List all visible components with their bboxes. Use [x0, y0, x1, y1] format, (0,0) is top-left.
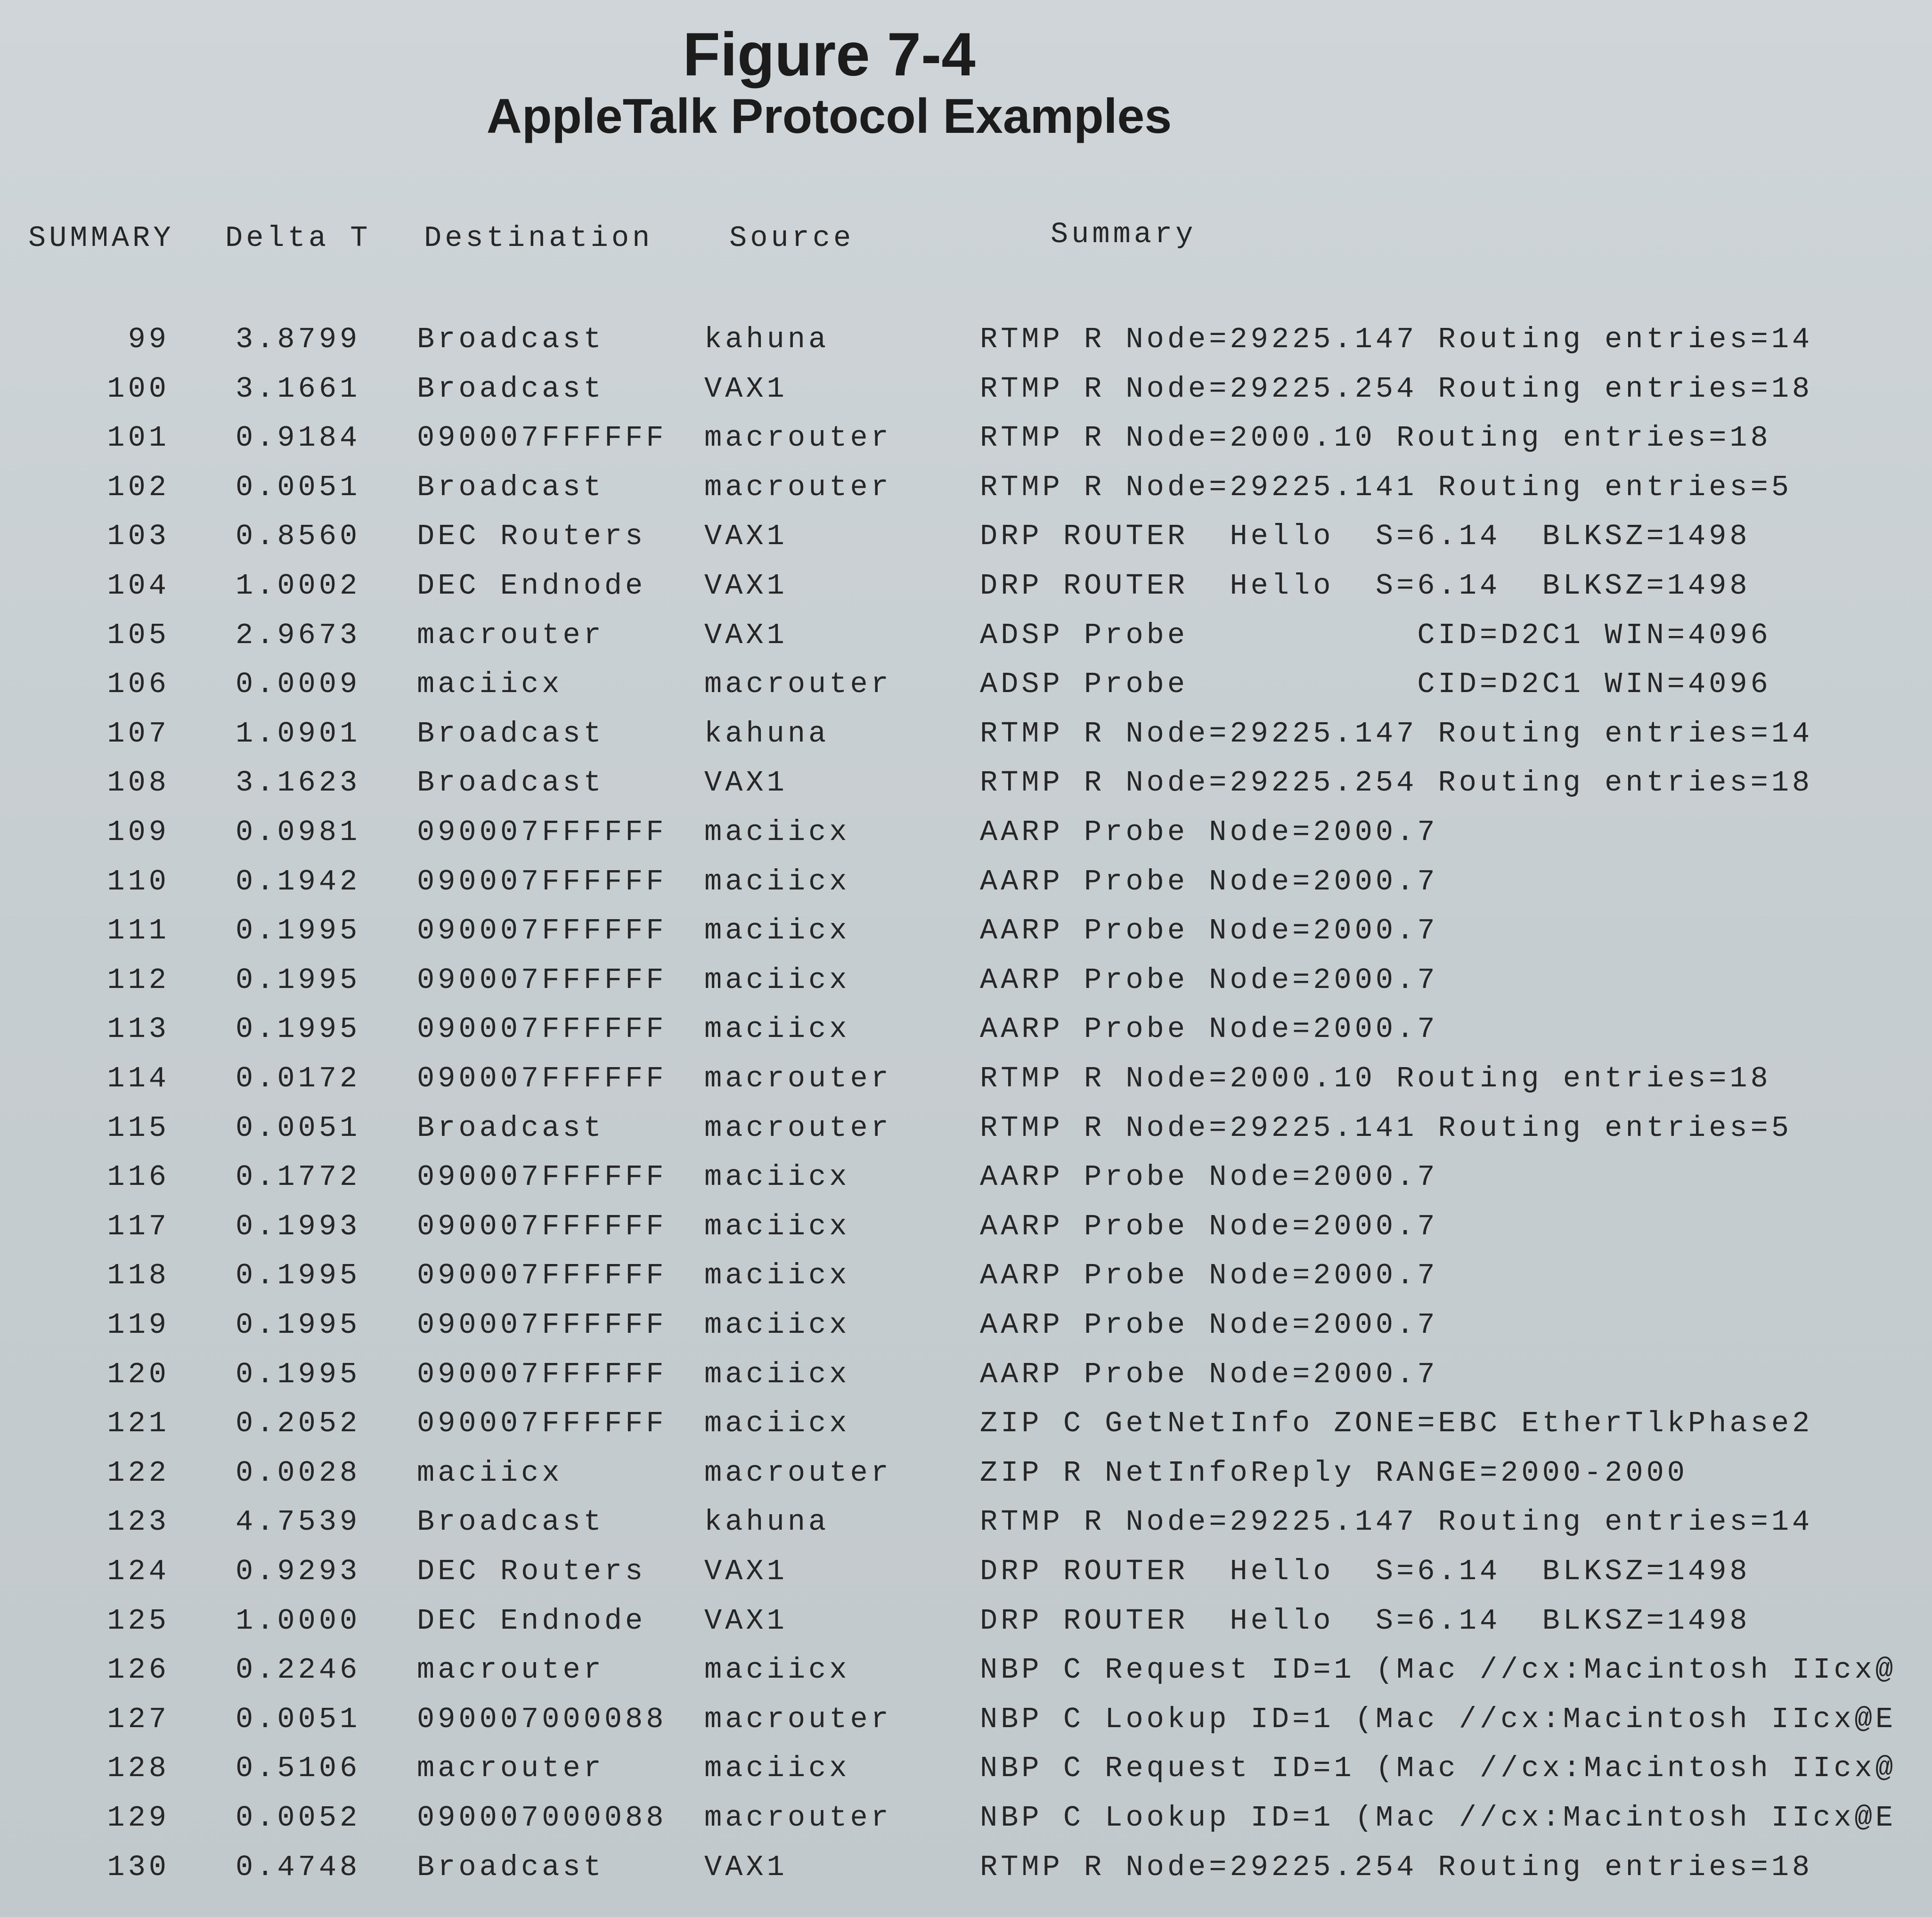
frame-number-cell: 122	[107, 1456, 170, 1490]
table-row	[0, 569, 1932, 618]
delta-time-cell: 0.1995	[236, 1012, 361, 1046]
frame-number-cell: 108	[107, 766, 170, 800]
frame-number-cell: 114	[107, 1062, 170, 1095]
table-row	[0, 668, 1932, 717]
destination-cell: macrouter	[417, 1752, 604, 1786]
frame-number-cell: 117	[107, 1209, 170, 1243]
header-destination: Destination	[424, 221, 653, 255]
frame-number-cell: 116	[107, 1160, 170, 1194]
source-cell: maciicx	[704, 1259, 850, 1293]
summary-cell: RTMP R Node=2000.10 Routing entries=18	[980, 421, 1771, 455]
table-row	[0, 1851, 1932, 1900]
destination-cell: macrouter	[417, 1653, 604, 1687]
destination-cell: Broadcast	[417, 372, 604, 406]
table-row	[0, 372, 1932, 421]
delta-time-cell: 0.1993	[236, 1209, 361, 1243]
summary-cell: RTMP R Node=29225.254 Routing entries=18	[980, 1850, 1813, 1884]
header-source: Source	[729, 221, 855, 255]
summary-cell: AARP Probe Node=2000.7	[980, 816, 1438, 849]
delta-time-cell: 1.0000	[236, 1604, 361, 1638]
destination-cell: 090007FFFFFF	[417, 865, 667, 898]
summary-cell: AARP Probe Node=2000.7	[980, 1259, 1438, 1293]
summary-cell: RTMP R Node=2000.10 Routing entries=18	[980, 1062, 1771, 1095]
table-row	[0, 471, 1932, 520]
destination-cell: 090007FFFFFF	[417, 1259, 667, 1293]
delta-time-cell: 0.0051	[236, 470, 361, 504]
frame-number-cell: 106	[107, 668, 170, 702]
table-row	[0, 1160, 1932, 1209]
frame-number-cell: 115	[107, 1111, 170, 1145]
summary-cell: DRP ROUTER Hello S=6.14 BLKSZ=1498	[980, 1555, 1751, 1588]
source-cell: VAX1	[704, 766, 788, 800]
source-cell: maciicx	[704, 1209, 850, 1243]
destination-cell: DEC Routers	[417, 1555, 646, 1588]
table-row	[0, 1752, 1932, 1801]
frame-number-cell: 129	[107, 1801, 170, 1835]
destination-cell: Broadcast	[417, 1505, 604, 1539]
summary-cell: AARP Probe Node=2000.7	[980, 1209, 1438, 1243]
destination-cell: Broadcast	[417, 717, 604, 750]
frame-number-cell: 104	[107, 569, 170, 603]
delta-time-cell: 0.0028	[236, 1456, 361, 1490]
summary-cell: NBP C Request ID=1 (Mac //cx:Macintosh IIcx@	[980, 1653, 1897, 1687]
summary-cell: RTMP R Node=29225.141 Routing entries=5	[980, 1111, 1793, 1145]
header-summary: Summary	[1051, 218, 1197, 251]
destination-cell: 090007000088	[417, 1702, 667, 1736]
table-row	[0, 1456, 1932, 1505]
table-row	[0, 421, 1932, 470]
frame-number-cell: 99	[128, 323, 170, 356]
destination-cell: 090007FFFFFF	[417, 1357, 667, 1391]
summary-cell: RTMP R Node=29225.141 Routing entries=5	[980, 470, 1793, 504]
figure-title: AppleTalk Protocol Examples	[486, 89, 1172, 144]
summary-cell: ZIP C GetNetInfo ZONE=EBC EtherTlkPhase2	[980, 1407, 1813, 1441]
frame-number-cell: 130	[107, 1850, 170, 1884]
destination-cell: macrouter	[417, 618, 604, 652]
source-cell: maciicx	[704, 1653, 850, 1687]
summary-cell: ZIP R NetInfoReply RANGE=2000-2000	[980, 1456, 1688, 1490]
source-cell: VAX1	[704, 1604, 788, 1638]
source-cell: VAX1	[704, 520, 788, 554]
table-row	[0, 1604, 1932, 1653]
source-cell: kahuna	[704, 323, 830, 356]
delta-time-cell: 2.9673	[236, 618, 361, 652]
source-cell: macrouter	[704, 1801, 892, 1835]
summary-cell: RTMP R Node=29225.254 Routing entries=18	[980, 766, 1813, 800]
summary-cell: AARP Probe Node=2000.7	[980, 1308, 1438, 1342]
delta-time-cell: 0.2052	[236, 1407, 361, 1441]
table-row	[0, 914, 1932, 963]
summary-cell: AARP Probe Node=2000.7	[980, 963, 1438, 997]
destination-cell: 090007FFFFFF	[417, 1209, 667, 1243]
frame-number-cell: 119	[107, 1308, 170, 1342]
source-cell: macrouter	[704, 421, 892, 455]
delta-time-cell: 0.1995	[236, 1357, 361, 1391]
summary-cell: AARP Probe Node=2000.7	[980, 914, 1438, 948]
destination-cell: Broadcast	[417, 1850, 604, 1884]
source-cell: maciicx	[704, 865, 850, 898]
delta-time-cell: 4.7539	[236, 1505, 361, 1539]
destination-cell: 090007FFFFFF	[417, 1407, 667, 1441]
frame-number-cell: 118	[107, 1259, 170, 1293]
frame-number-cell: 105	[107, 618, 170, 652]
delta-time-cell: 0.9293	[236, 1555, 361, 1588]
summary-cell: NBP C Request ID=1 (Mac //cx:Macintosh IIcx@	[980, 1752, 1897, 1786]
source-cell: VAX1	[704, 1555, 788, 1588]
destination-cell: 090007FFFFFF	[417, 963, 667, 997]
summary-cell: DRP ROUTER Hello S=6.14 BLKSZ=1498	[980, 520, 1751, 554]
delta-time-cell: 0.0981	[236, 816, 361, 849]
summary-cell: NBP C Lookup ID=1 (Mac //cx:Macintosh IIcx@E	[980, 1702, 1897, 1736]
source-cell: maciicx	[704, 1160, 850, 1194]
destination-cell: DEC Endnode	[417, 569, 646, 603]
source-cell: maciicx	[704, 1357, 850, 1391]
delta-time-cell: 3.8799	[236, 323, 361, 356]
table-row	[0, 1210, 1932, 1259]
source-cell: macrouter	[704, 470, 892, 504]
frame-number-cell: 127	[107, 1702, 170, 1736]
delta-time-cell: 0.0052	[236, 1801, 361, 1835]
frame-number-cell: 120	[107, 1357, 170, 1391]
frame-number-cell: 107	[107, 717, 170, 750]
figure-number: Figure 7-4	[683, 20, 976, 89]
summary-cell: RTMP R Node=29225.147 Routing entries=14	[980, 1505, 1813, 1539]
destination-cell: 090007FFFFFF	[417, 421, 667, 455]
delta-time-cell: 0.1995	[236, 914, 361, 948]
source-cell: maciicx	[704, 1752, 850, 1786]
frame-number-cell: 121	[107, 1407, 170, 1441]
table-row	[0, 1111, 1932, 1160]
table-row	[0, 865, 1932, 914]
delta-time-cell: 0.1772	[236, 1160, 361, 1194]
table-row	[0, 717, 1932, 766]
table-row	[0, 1308, 1932, 1357]
summary-cell: DRP ROUTER Hello S=6.14 BLKSZ=1498	[980, 569, 1751, 603]
delta-time-cell: 3.1623	[236, 766, 361, 800]
table-row	[0, 1505, 1932, 1554]
destination-cell: 090007FFFFFF	[417, 1160, 667, 1194]
source-cell: VAX1	[704, 618, 788, 652]
source-cell: VAX1	[704, 372, 788, 406]
frame-number-cell: 113	[107, 1012, 170, 1046]
frame-number-cell: 125	[107, 1604, 170, 1638]
source-cell: maciicx	[704, 1407, 850, 1441]
header-delta-t: Delta T	[225, 221, 371, 255]
destination-cell: maciicx	[417, 1456, 563, 1490]
source-cell: macrouter	[704, 1702, 892, 1736]
frame-number-cell: 103	[107, 520, 170, 554]
frame-number-cell: 102	[107, 470, 170, 504]
destination-cell: 090007FFFFFF	[417, 1012, 667, 1046]
source-cell: VAX1	[704, 569, 788, 603]
delta-time-cell: 1.0002	[236, 569, 361, 603]
table-row	[0, 766, 1932, 815]
header-summary-number: SUMMARY	[28, 221, 174, 255]
source-cell: macrouter	[704, 668, 892, 702]
summary-cell: RTMP R Node=29225.254 Routing entries=18	[980, 372, 1813, 406]
source-cell: maciicx	[704, 963, 850, 997]
frame-number-cell: 101	[107, 421, 170, 455]
table-row	[0, 1259, 1932, 1308]
delta-time-cell: 0.8560	[236, 520, 361, 554]
destination-cell: 090007FFFFFF	[417, 1308, 667, 1342]
table-row	[0, 1555, 1932, 1604]
source-cell: maciicx	[704, 1308, 850, 1342]
delta-time-cell: 0.4748	[236, 1850, 361, 1884]
delta-time-cell: 0.1995	[236, 1259, 361, 1293]
table-row	[0, 520, 1932, 569]
table-row	[0, 1012, 1932, 1061]
frame-number-cell: 100	[107, 372, 170, 406]
summary-cell: NBP C Lookup ID=1 (Mac //cx:Macintosh IIcx@E	[980, 1801, 1897, 1835]
delta-time-cell: 0.5106	[236, 1752, 361, 1786]
delta-time-cell: 0.0172	[236, 1062, 361, 1095]
table-row	[0, 1653, 1932, 1702]
summary-cell: AARP Probe Node=2000.7	[980, 865, 1438, 898]
frame-number-cell: 109	[107, 816, 170, 849]
delta-time-cell: 1.0901	[236, 717, 361, 750]
destination-cell: Broadcast	[417, 766, 604, 800]
source-cell: maciicx	[704, 914, 850, 948]
delta-time-cell: 0.0051	[236, 1702, 361, 1736]
table-row	[0, 619, 1932, 668]
frame-number-cell: 112	[107, 963, 170, 997]
delta-time-cell: 0.0051	[236, 1111, 361, 1145]
summary-cell: AARP Probe Node=2000.7	[980, 1012, 1438, 1046]
source-cell: kahuna	[704, 1505, 830, 1539]
delta-time-cell: 0.1995	[236, 1308, 361, 1342]
source-cell: macrouter	[704, 1456, 892, 1490]
table-row	[0, 1062, 1932, 1111]
frame-number-cell: 128	[107, 1752, 170, 1786]
destination-cell: 090007000088	[417, 1801, 667, 1835]
table-row	[0, 963, 1932, 1012]
destination-cell: Broadcast	[417, 470, 604, 504]
destination-cell: DEC Endnode	[417, 1604, 646, 1638]
source-cell: macrouter	[704, 1111, 892, 1145]
summary-cell: DRP ROUTER Hello S=6.14 BLKSZ=1498	[980, 1604, 1751, 1638]
table-row	[0, 323, 1932, 372]
delta-time-cell: 0.1942	[236, 865, 361, 898]
frame-number-cell: 110	[107, 865, 170, 898]
table-row	[0, 1358, 1932, 1407]
destination-cell: maciicx	[417, 668, 563, 702]
delta-time-cell: 0.1995	[236, 963, 361, 997]
summary-cell: ADSP Probe CID=D2C1 WIN=4096	[980, 618, 1771, 652]
summary-cell: AARP Probe Node=2000.7	[980, 1357, 1438, 1391]
frame-number-cell: 123	[107, 1505, 170, 1539]
delta-time-cell: 0.2246	[236, 1653, 361, 1687]
summary-cell: AARP Probe Node=2000.7	[980, 1160, 1438, 1194]
frame-number-cell: 126	[107, 1653, 170, 1687]
table-row	[0, 816, 1932, 865]
summary-cell: RTMP R Node=29225.147 Routing entries=14	[980, 717, 1813, 750]
destination-cell: 090007FFFFFF	[417, 816, 667, 849]
source-cell: macrouter	[704, 1062, 892, 1095]
source-cell: kahuna	[704, 717, 830, 750]
destination-cell: Broadcast	[417, 323, 604, 356]
delta-time-cell: 0.9184	[236, 421, 361, 455]
destination-cell: DEC Routers	[417, 520, 646, 554]
summary-cell: ADSP Probe CID=D2C1 WIN=4096	[980, 668, 1771, 702]
table-row	[0, 1703, 1932, 1752]
frame-number-cell: 124	[107, 1555, 170, 1588]
table-row	[0, 1801, 1932, 1850]
source-cell: maciicx	[704, 1012, 850, 1046]
source-cell: VAX1	[704, 1850, 788, 1884]
source-cell: maciicx	[704, 816, 850, 849]
summary-cell: RTMP R Node=29225.147 Routing entries=14	[980, 323, 1813, 356]
table-row	[0, 1407, 1932, 1456]
frame-number-cell: 111	[107, 914, 170, 948]
destination-cell: 090007FFFFFF	[417, 1062, 667, 1095]
delta-time-cell: 0.0009	[236, 668, 361, 702]
destination-cell: 090007FFFFFF	[417, 914, 667, 948]
delta-time-cell: 3.1661	[236, 372, 361, 406]
destination-cell: Broadcast	[417, 1111, 604, 1145]
